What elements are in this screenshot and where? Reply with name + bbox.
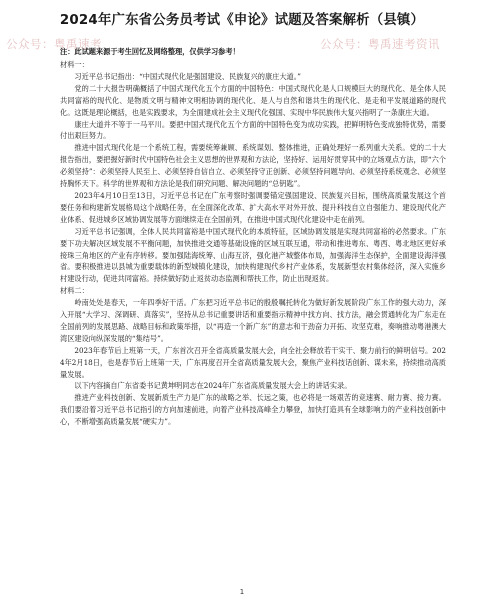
body-paragraph: 习近平总书记强调，全体人民共同富裕是中国式现代化的本质特征，区域协调发展是实现共同富裕的必然要求。广东要下功夫解决区域发展不平衡问题，加快推进交通等基础设施的区域互联互通，带动和推进粤东、粤西、粤北地区更好承接珠三角地区的产业有序转移。要加强陆海统筹、山海互济，强化港产城整体布局，加强海洋生态保护，全面建设海洋强省。要积极推进以县城为重要载体的新型城镇化建设，加快构建现代乡村产业体系，发展新型农村集体经济，深入实施乡村建设行动，促进共同富裕。持续做好防止返贫动态监测和帮扶工作，防止出现返贫。: [60, 226, 446, 284]
watermark-right: 公众号：粤禹速考资讯: [320, 37, 440, 51]
body-paragraph: 2023年4月10日至13日，习近平总书记在广东考察时强调要锚定强国建设、民族复兴目标，围绕高质量发展这个首要任务和构建新发展格局这个战略任务，在全面深化改革、扩大高水平对外开放、提升科技自立自强能力、建设现代化产业体系、促进城乡区域协调发展等方面继续走在全国前列，在推进中国式现代化建设中走在前列。: [60, 190, 446, 224]
body-paragraph: 习近平总书记指出：“中国式现代化是强国建设、民族复兴的康庄大道。”: [74, 71, 301, 81]
page-number: 1: [239, 588, 245, 596]
body-paragraph: 2023年春节后上班第一天，广东首次召开全省高质量发展大会，向全社会释放若干实干、聚力前行的鲜明信号。2024年2月18日，也是春节后上班第一天，广东再度召开全省高质量发展大会，聚焦产业科技话创新、谋未来，持续推动高质量发展。: [60, 345, 446, 379]
watermark-left: 公众号：粤禹速考: [6, 37, 102, 51]
body-paragraph: 推进产业科技创新、发展新质生产力是广东的战略之举、长远之策，也必将是一场艰苦的竞速赛、耐力赛、接力赛。我们要沿着习近平总书记指引的方向加速前进，向着产业科技高峰全力攀登，加快打造具有全球影响力的产业科技创新中心，不断增强高质量发展“硬实力”。: [60, 393, 446, 427]
body-paragraph: 以下内容摘自广东省委书记黄坤明同志在2024年广东省高质量发展大会上的讲话实录。: [74, 381, 352, 391]
body-paragraph: 党的二十大报告明确概括了中国式现代化五个方面的中国特色：中国式现代化是人口规模巨大的现代化、是全体人民共同富裕的现代化、是物质文明与精神文明相协调的现代化、是人与自然和谐共生的现代化、是走和平发展道路的现代化。这既是理论概括，也是实践要求，为全面建成社会主义现代化强国、实现中华民族伟大复兴指明了一条康庄大道。: [60, 83, 446, 117]
material-heading: 材料一：: [60, 60, 89, 69]
body-paragraph: 康庄大道并不等于一马平川。要把中国式现代化五个方面的中国特色变为成功实践，把鲜明特色变成独特优势，需要付出艰巨努力。: [60, 119, 446, 141]
source-notice: 注：此试题来源于考生回忆及网络整理，仅供学习参考！: [60, 47, 240, 56]
document-body: [60, 59, 446, 428]
material-heading: 材料二：: [60, 286, 89, 296]
page-title: 2024年广东省公务员考试《申论》试题及答案解析（县镇）: [59, 13, 425, 28]
body-paragraph: 岭南处处是春天，一年四季好干活。广东把习近平总书记的殷殷嘱托转化为做好新发展阶段广东工作的强大动力，深入开展“大学习、深调研、真落实”，坚持从总书记重要讲话和重要指示精神中找方向、找方法，融会贯通转化为广东走在全国前列的发展思路、战略目标和政策举措，以“再造一个新广东”的意志和干劲奋力开拓、攻坚克难，奏响推动粤港澳大湾区建设向纵深发展的“集结号”。: [60, 298, 446, 343]
body-paragraph: 推进中国式现代化是一个系统工程，需要统筹兼顾、系统谋划、整体推进，正确处理好一系列重大关系。党的二十大报告指出，要把握好新时代中国特色社会主义思想的世界观和方法论，坚持好、运用好贯穿其中的立场观点方法，即“六个必须坚持”：必须坚持人民至上、必须坚持自信自立、必须坚持守正创新、必须坚持问题导向、必须坚持系统观念、必须坚持胸怀天下。科学的世界观和方法论是我们研究问题、解决问题的“总钥匙”。: [60, 143, 446, 189]
